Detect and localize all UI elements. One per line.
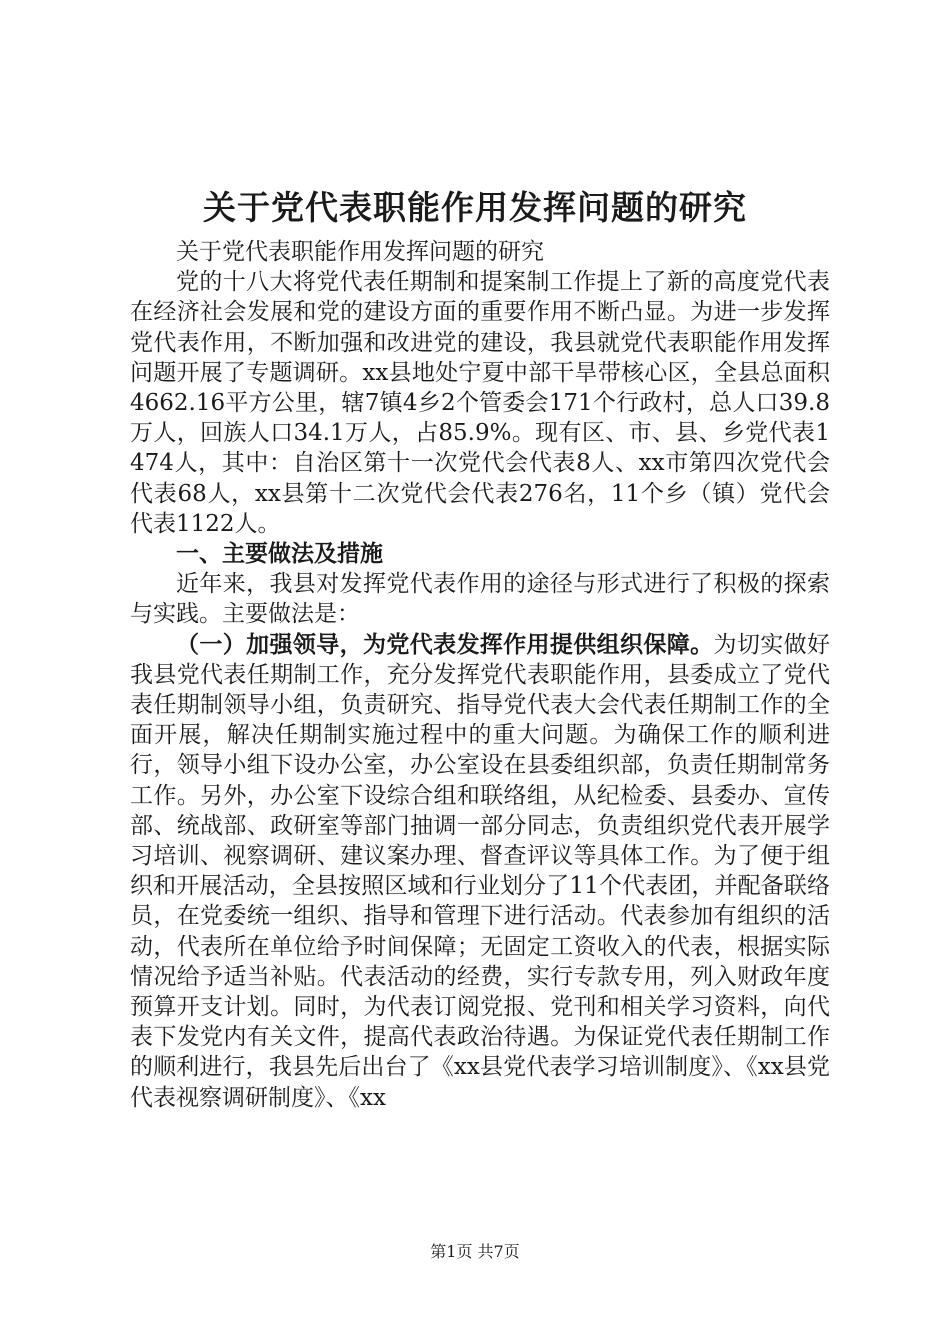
subsection-paragraph [130, 630, 830, 1113]
subsection-heading: （一）加强领导，为党代表发挥作用提供组织保障。 [176, 631, 714, 658]
document-body [130, 237, 830, 1113]
document-title: 关于党代表职能作用发挥问题的研究 [203, 188, 747, 227]
body-paragraph: 党的十八大将党代表任期制和提案制工作提上了新的高度党代表在经济社会发展和党的建设方面的重要作用不断凸显。为进一步发挥党代表作用，不断加强和改进党的建设，我县就党代表职能作用发挥问题开展了专题调研。xx县地处宁夏中部干旱带核心区，全县总面积4662.16平方公里，辖7镇4乡2个管委会171个行政村，总人口39.8万人，回族人口34.1万人，占85.9%。现有区、市、县、乡党代表1474人，其中：自治区第十一次党代会代表8人、xx市第四次党代会代表68人，xx县第十二次党代会代表276名，11个乡（镇）党代会代表1122人。 [130, 269, 830, 537]
page-footer: 第1页 共7页 [430, 1242, 520, 1261]
body-paragraph: 关于党代表职能作用发挥问题的研究 [176, 239, 544, 265]
subsection-text: 为切实做好我县党代表任期制工作，充分发挥党代表职能作用，县委成立了党代表任期制领导小组，负责研究、指导党代表大会代表任期制工作的全面开展，解决任期制实施过程中的重大问题。为确保工作的顺利进行，领导小组下设办公室，办公室设在县委组织部，负责任期制常务工作。另外，办公室下设综合组和联络组，从纪检委、县委办、宣传部、统战部、政研室等部门抽调一部分同志，负责组织党代表开展学习培训、视察调研、建议案办理、督查评议等具体工作。为了便于组织和开展活动，全县按照区域和行业划分了11个代表团，并配备联络员，在党委统一组织、指导和管理下进行活动。代表参加有组织的活动，代表所在单位给予时间保障；无固定工资收入的代表，根据实际情况给予适当补贴。代表活动的经费，实行专款专用，列入财政年度预算开支计划。同时，为代表订阅党报、党刊和相关学习资料，向代表下发党内有关文件，提高代表政治待遇。为保证党代表任期制工作的顺利进行，我县先后出台了《xx县党代表学习培训制度》、《xx县党代表视察调研制度》、《xx [130, 631, 831, 1111]
section-intro-paragraph: 近年来，我县对发挥党代表作用的途径与形式进行了积极的探索与实践。主要做法是： [130, 571, 830, 628]
section-heading: 一、主要做法及措施 [176, 541, 383, 568]
